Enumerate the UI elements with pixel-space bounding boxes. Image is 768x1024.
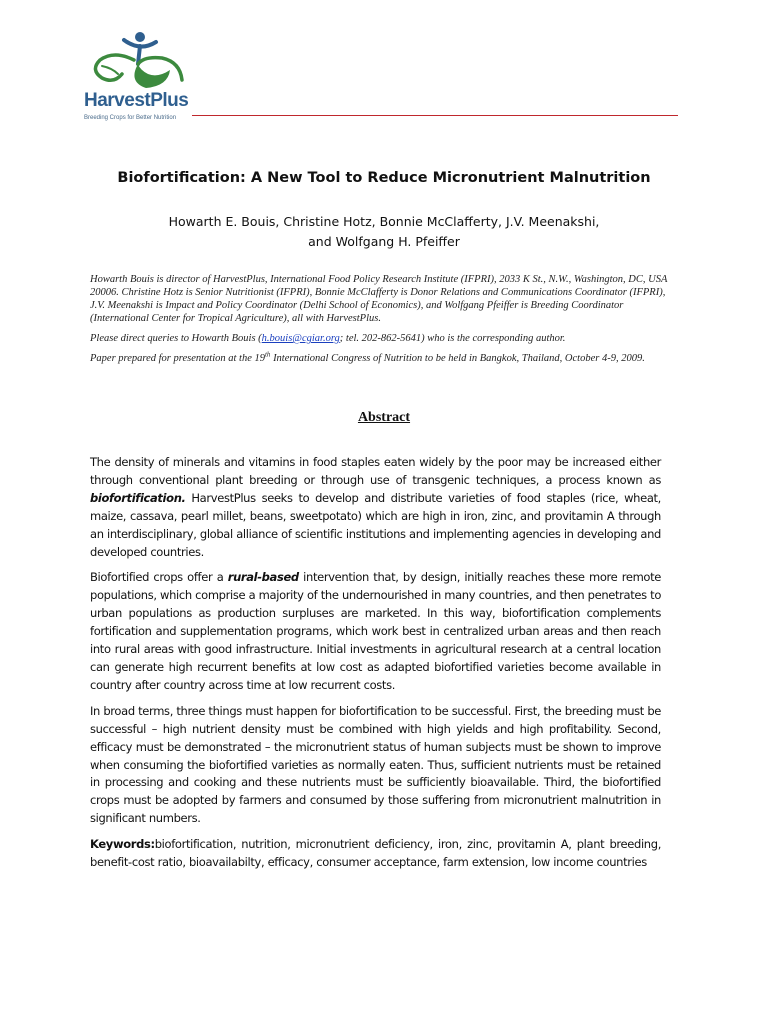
contact-note — [90, 332, 680, 345]
abstract-paragraph-2 — [90, 569, 661, 694]
abstract-body — [90, 454, 661, 880]
presentation-text-after: International Congress of Nutrition to be held in Bangkok, Thailand, October 4-9, 2009. — [270, 353, 645, 364]
contact-text-before: Please direct queries to Howarth Bouis ( — [90, 333, 262, 344]
p1-emphasis: biofortification. — [90, 490, 186, 505]
p2-emphasis: rural-based — [227, 570, 299, 585]
author-list — [120, 212, 648, 252]
affiliations-note: Howarth Bouis is director of HarvestPlus, International Food Policy Research Institute (IFPRI), 2033 K St., N.W., Washington, DC, USA 20006. Christine Hotz is Senior Nutritionist (IFPRI), Bonnie McClafferty is Donor Relations and Communications Coordinator (IFPRI), J.V. Meenakshi is Impact and Policy Coordinator (Delhi School of Economics), and Wolfgang Pfeiffer is Breeding Coordinator (International Center for Tropical Agriculture), all with HarvestPlus. — [90, 274, 668, 324]
p1-text-after: HarvestPlus seeks to develop and distribute varieties of food staples (rice, wheat, maize, cassava, pearl millet, beans, sweetpotato) which are high in iron, zinc, and provitamin A through an interdisciplinary, global alliance of scientific institutions and implementing agencies in developing and developed countries. — [90, 490, 661, 559]
p1-text-before: The density of minerals and vitamins in food staples eaten widely by the poor may be increased either through conventional plant breeding or through use of transgenic techniques, a process known as — [90, 455, 661, 487]
abstract-paragraph-1 — [90, 454, 661, 561]
logo-wordmark: HarvestPlus — [84, 90, 189, 111]
p2-text-before: Biofortified crops offer a — [90, 570, 228, 585]
header-divider — [192, 115, 678, 116]
logo-tagline: Breeding Crops for Better Nutrition — [84, 115, 177, 121]
abstract-paragraph-3: In broad terms, three things must happen for biofortification to be successful. First, the breeding must be successful – high nutrient density must be combined with high yields and high profitability. Second, efficacy must be demonstrated – the micronutrient status of human subjects must be shown to improve when consuming the biofortified varieties as normally eaten. Thus, sufficient nutrients must be retained in processing and cooking and these nutrients must be sufficiently bioavailable. Third, the biofortified crops must be adopted by farmers and consumed by those suffering from micronutrient malnutrition in significant numbers. — [90, 703, 661, 826]
keywords-list: biofortification, nutrition, micronutrient deficiency, iron, zinc, provitamin A, plant breeding, benefit-cost ratio, bioavailabilty, efficacy, consumer acceptance, farm extension, low income countries — [90, 837, 661, 870]
author-notes — [90, 273, 680, 372]
authors-line-2: and Wolfgang H. Pfeiffer — [308, 234, 460, 249]
contact-text-after: ; tel. 202-862-5641) who is the corresponding author. — [339, 333, 566, 344]
authors-line-1: Howarth E. Bouis, Christine Hotz, Bonnie McClafferty, J.V. Meenakshi, — [168, 214, 600, 229]
abstract-heading: Abstract — [357, 410, 411, 425]
presentation-text-before: Paper prepared for presentation at the 19 — [90, 353, 265, 364]
contact-email-link[interactable]: h.bouis@cgiar.org — [261, 333, 340, 344]
harvestplus-logo-icon — [88, 30, 188, 92]
p2-text-after: intervention that, by design, initially reaches these more remote populations, which comprise a majority of the undernourished in many countries, and then penetrates to urban populations as production surpluses are marketed. In this way, biofortification complements fortification and supplementation programs, which work best in centralized urban areas and then reach into rural areas with good infrastructure. Initial investments in agricultural research at a central location can generate high recurrent benefits at low cost as adapted biofortified varieties become available in country after country across time at low recurrent costs. — [90, 570, 662, 692]
keywords-label: Keywords: — [90, 837, 155, 852]
paper-title: Biofortification: A New Tool to Reduce Micronutrient Malnutrition — [117, 170, 651, 186]
keywords-paragraph — [90, 836, 661, 872]
presentation-note — [90, 352, 680, 365]
harvestplus-logo — [84, 30, 194, 122]
ordinal-superscript: th — [264, 350, 271, 359]
